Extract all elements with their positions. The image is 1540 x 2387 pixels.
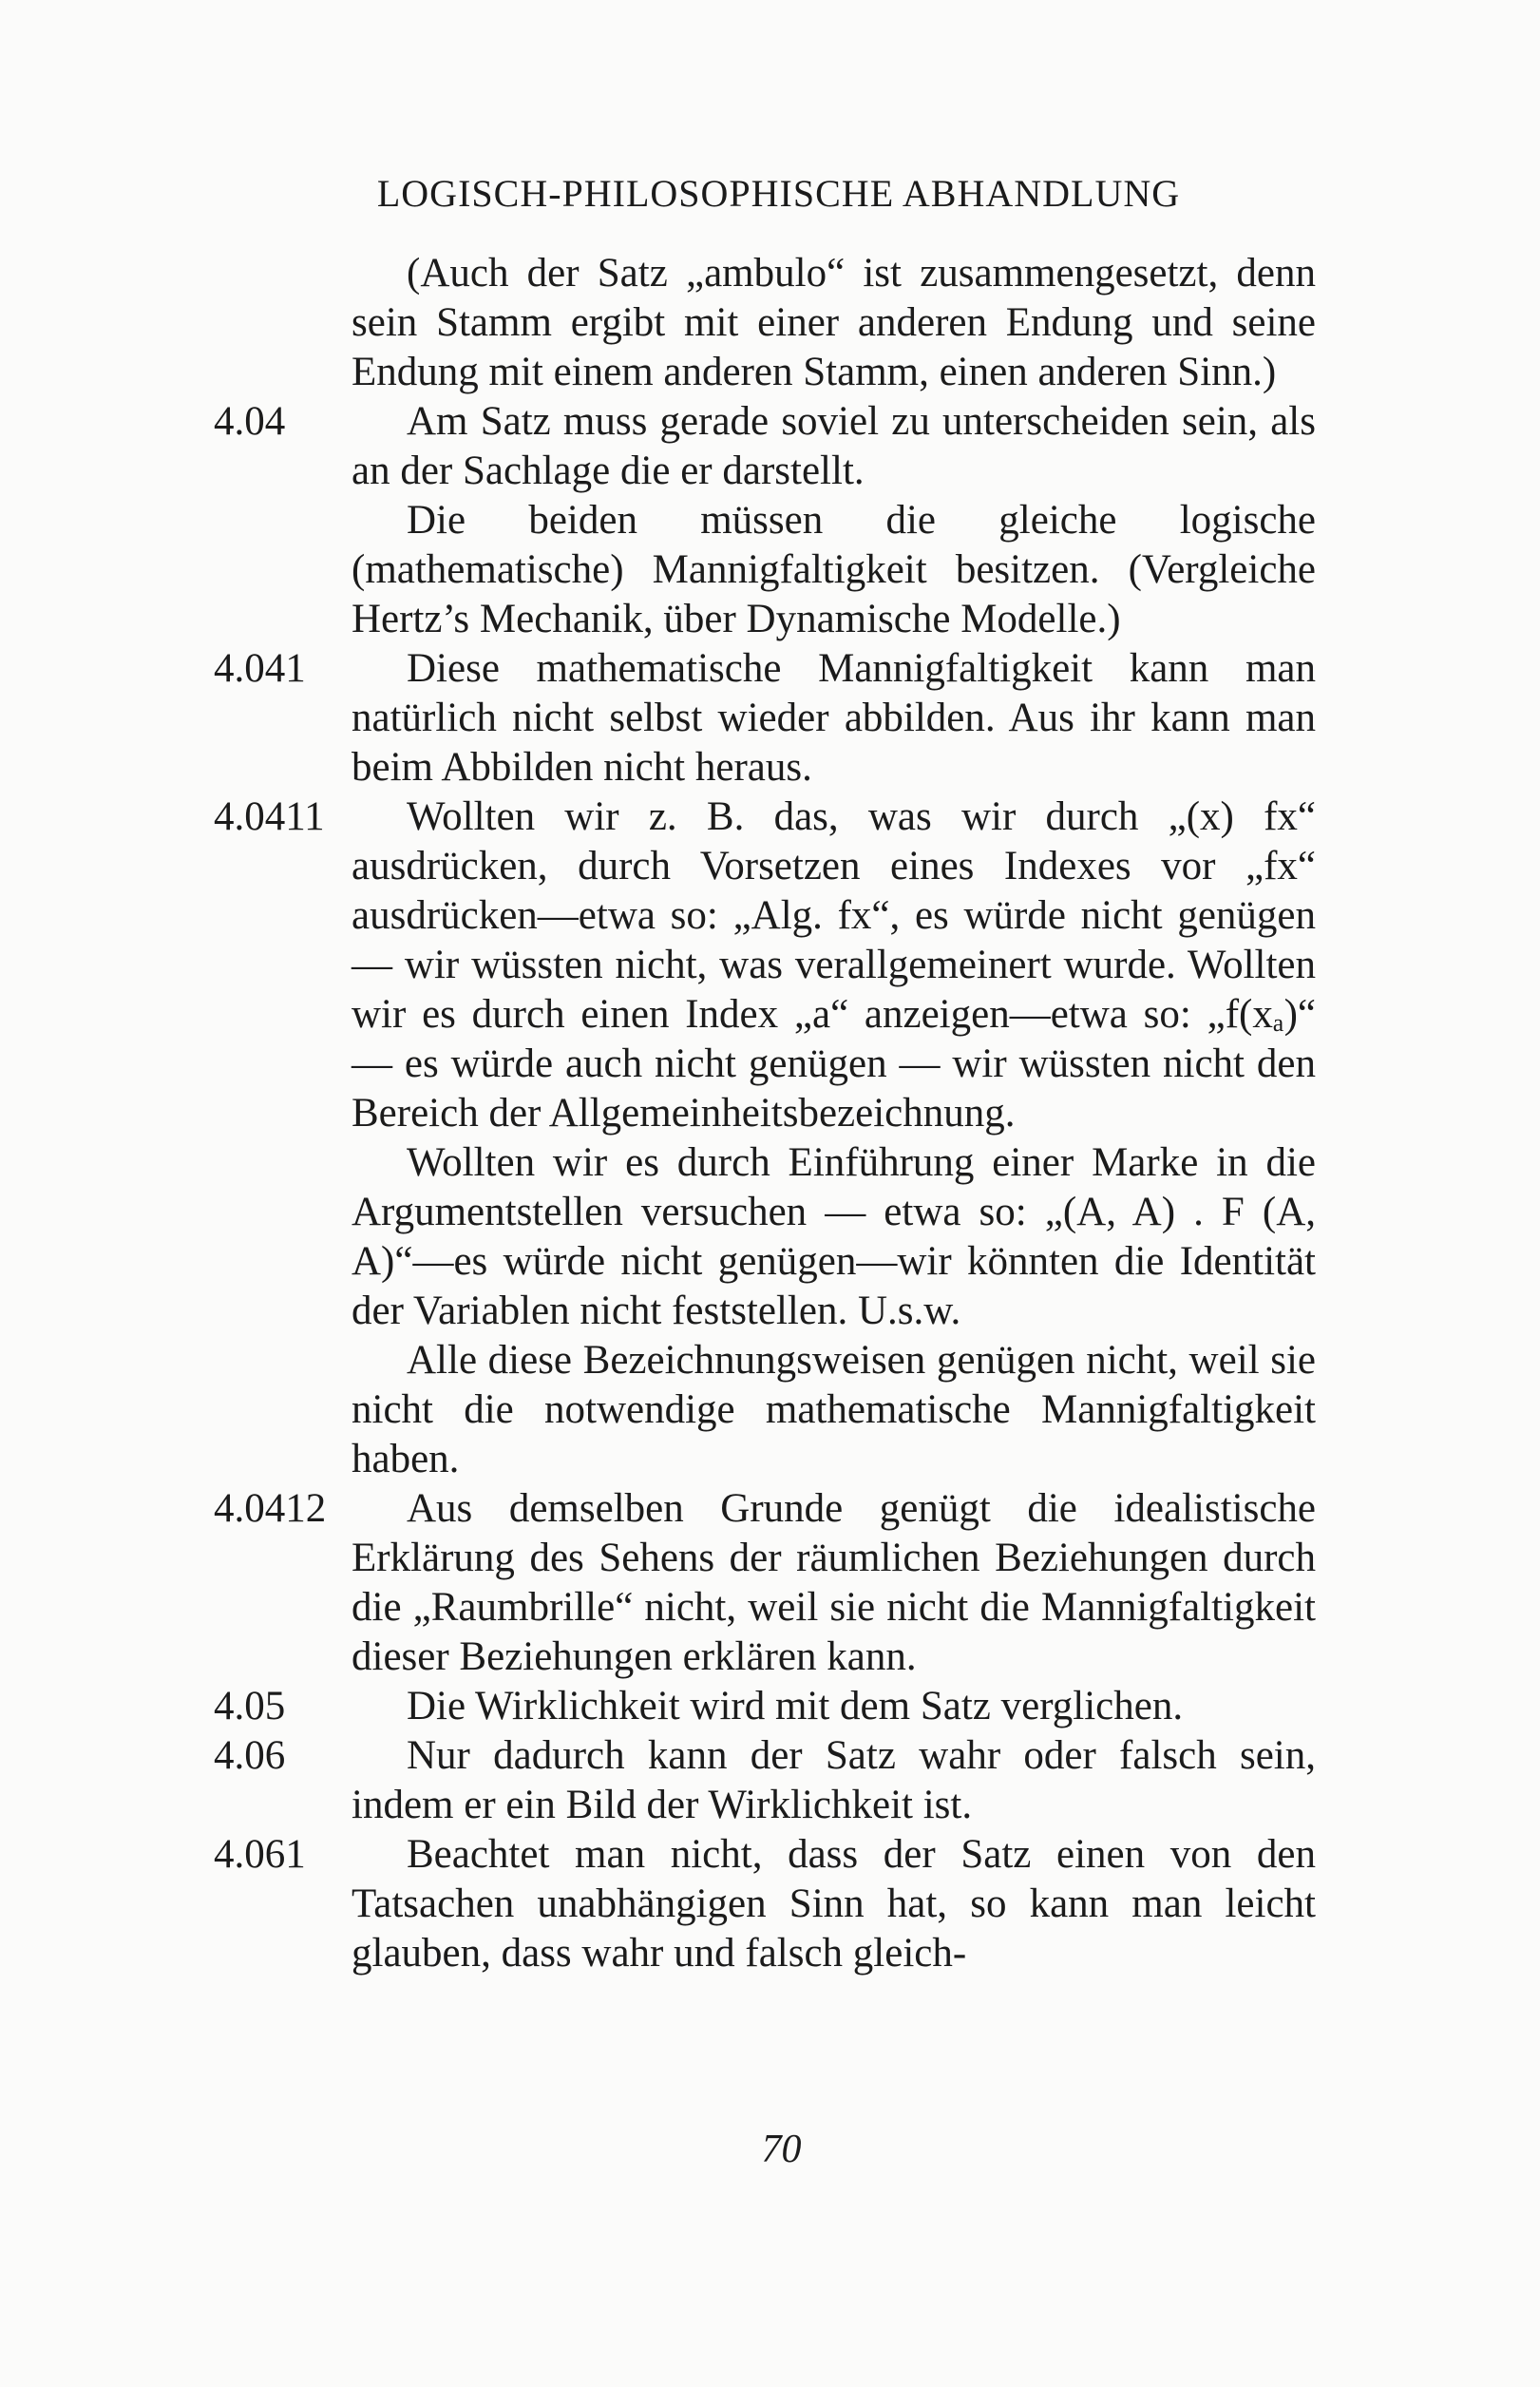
paragraph-text: Wollten wir z. B. das, was wir durch „(x) fx“ ausdrücken, durch Vorsetzen eines Indexes vor „fx“ ausdrücken—etwa so: „Alg. fx“, es würde nicht genügen — wir wüssten nicht, was verallgemeinert wurde. Wollten wir es durch einen Index „a“ anzeigen—etwa so: „f(xₐ)“ — es würde auch nicht genügen — wir wüssten nicht den Bereich der Allgemeinheitsbezeichnung. <box>352 794 1316 1136</box>
paragraph <box>214 1138 1316 1336</box>
paragraph <box>214 1682 1316 1731</box>
running-header: LOGISCH-PHILOSOPHISCHE ABHANDLUNG <box>376 172 1181 215</box>
paragraph-text: Am Satz muss gerade soviel zu unterscheiden sein, als an der Sachlage die er darstellt. <box>352 399 1316 493</box>
proposition-number: 4.04 <box>214 399 286 444</box>
paragraph-text: Wollten wir es durch Einführung einer Marke in die Argumentstellen versuchen — etwa so: „(A, A) . F (A, A)“—es würde nicht genügen—wir könnten die Identität der Variablen nicht feststellen. U.s.w. <box>352 1140 1316 1333</box>
paragraph <box>214 1731 1316 1830</box>
proposition-number: 4.0411 <box>214 794 325 839</box>
proposition-number: 4.041 <box>214 646 306 691</box>
paragraph <box>214 496 1316 644</box>
paragraph <box>214 249 1316 397</box>
paragraph-text: Alle diese Bezeichnungsweisen genügen nicht, weil sie nicht die notwendige mathematische Mannigfaltigkeit haben. <box>352 1338 1316 1481</box>
proposition-number: 4.0412 <box>214 1486 327 1531</box>
paragraph <box>214 1830 1316 1978</box>
proposition-number: 4.06 <box>214 1733 286 1778</box>
paragraph <box>214 644 1316 792</box>
proposition-number: 4.05 <box>214 1684 286 1728</box>
paragraph <box>214 1484 1316 1682</box>
paragraph-text: (Auch der Satz „ambulo“ ist zusammengesetzt, denn sein Stamm ergibt mit einer anderen Endung und seine Endung mit einem anderen Stamm, einen anderen Sinn.) <box>352 251 1316 394</box>
paragraph <box>214 1336 1316 1484</box>
paragraph <box>214 397 1316 496</box>
proposition-number: 4.061 <box>214 1832 306 1877</box>
paragraph-text: Nur dadurch kann der Satz wahr oder falsch sein, indem er ein Bild der Wirklichkeit ist. <box>352 1733 1316 1827</box>
main-text <box>214 249 1316 1978</box>
paragraph <box>214 792 1316 1138</box>
paragraph-text: Die beiden müssen die gleiche logische (mathematische) Mannigfaltigkeit besitzen. (Vergleiche Hertz’s Mechanik, über Dynamische Modelle.) <box>352 498 1316 641</box>
page-number: 70 <box>761 2128 802 2171</box>
paragraph-text: Beachtet man nicht, dass der Satz einen von den Tatsachen unabhängigen Sinn hat, so kann man leicht glauben, dass wahr und falsch gleich- <box>352 1832 1316 1976</box>
paragraph-text: Diese mathematische Mannigfaltigkeit kann man natürlich nicht selbst wieder abbilden. Aus ihr kann man beim Abbilden nicht heraus. <box>352 646 1316 790</box>
paragraph-text: Aus demselben Grunde genügt die idealistische Erklärung des Sehens der räumlichen Beziehungen durch die „Raumbrille“ nicht, weil sie nicht die Mannigfaltigkeit dieser Beziehungen erklären kann. <box>352 1486 1316 1679</box>
paragraph-text: Die Wirklichkeit wird mit dem Satz verglichen. <box>407 1684 1184 1728</box>
